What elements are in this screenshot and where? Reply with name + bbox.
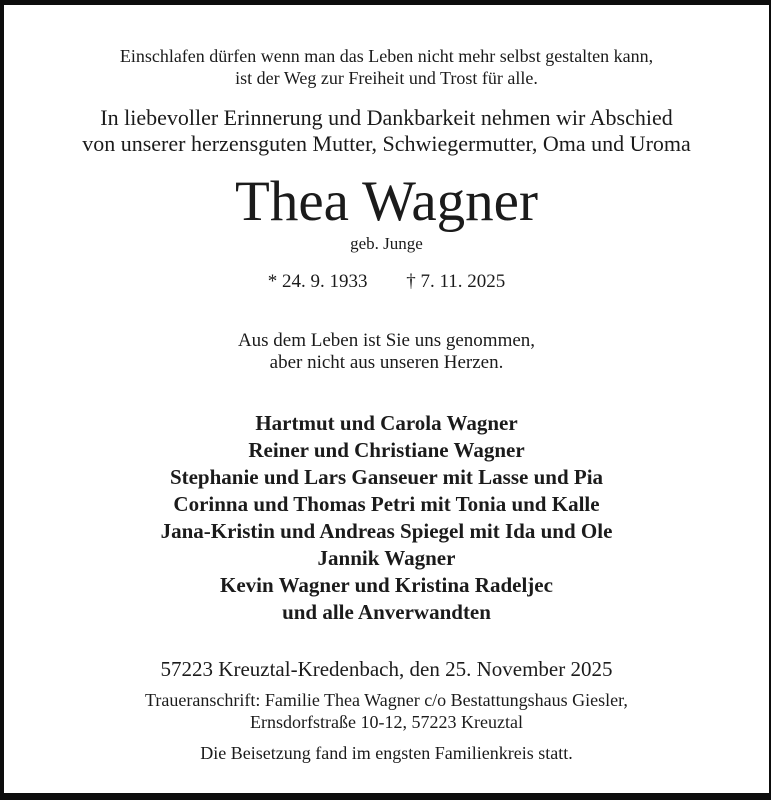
mourner-line: Hartmut und Carola Wagner: [255, 411, 518, 435]
verse-line: aber nicht aus unseren Herzen.: [269, 352, 504, 373]
mourning-address-line: Ernsdorfstraße 10-12, 57223 Kreuztal: [250, 712, 523, 732]
mourner-line: und alle Anverwandten: [282, 600, 491, 624]
funeral-note: Die Beisetzung fand im engsten Familienkreis statt.: [200, 743, 573, 763]
mourner-line: Stephanie und Lars Ganseuer mit Lasse und Pia: [169, 465, 604, 489]
mourner-line: Corinna und Thomas Petri mit Tonia und Kalle: [173, 492, 600, 516]
epigraph-line: Einschlafen dürfen wenn man das Leben nicht mehr selbst gestalten kann,: [119, 46, 654, 66]
epigraph: [4, 45, 769, 89]
intro-line: von unserer herzensguten Mutter, Schwiegermutter, Oma und Uroma: [82, 131, 691, 156]
mourner-line: Kevin Wagner und Kristina Radeljec: [220, 573, 553, 597]
mourner-line: Jannik Wagner: [317, 546, 456, 570]
life-dates: [4, 270, 769, 293]
intro-line: In liebevoller Erinnerung und Dankbarkeit nehmen wir Abschied: [100, 105, 673, 130]
mourner-line: Reiner und Christiane Wagner: [248, 438, 525, 462]
birth-date: * 24. 9. 1933: [267, 271, 368, 292]
intro-text: [4, 105, 769, 157]
verse: [4, 330, 769, 374]
mourning-address: [4, 689, 769, 733]
verse-line: Aus dem Leben ist Sie uns genommen,: [237, 330, 536, 351]
epigraph-line: ist der Weg zur Freiheit und Trost für alle.: [235, 68, 538, 88]
place-and-date: 57223 Kreuztal-Kredenbach, den 25. November 2025: [160, 657, 613, 681]
mourner-line: Jana-Kristin und Andreas Spiegel mit Ida und Ole: [160, 519, 613, 543]
mourning-address-line: Traueranschrift: Familie Thea Wagner c/o Bestattungshaus Giesler,: [145, 690, 628, 710]
mourners-list: [4, 410, 769, 626]
death-date: † 7. 11. 2025: [406, 271, 506, 292]
deceased-name: Thea Wagner: [235, 170, 538, 233]
maiden-name: geb. Junge: [350, 234, 423, 253]
